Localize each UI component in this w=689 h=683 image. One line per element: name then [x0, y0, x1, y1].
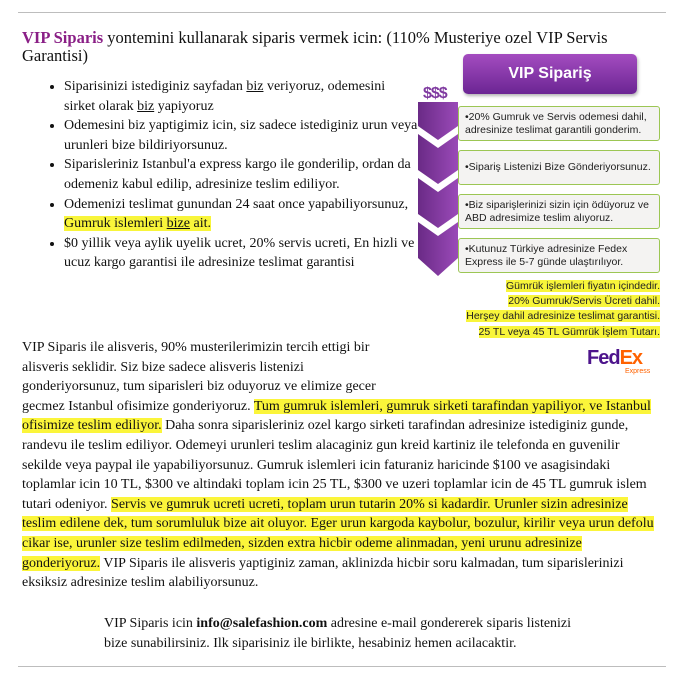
customs-note	[420, 279, 660, 340]
bottom-divider	[18, 666, 666, 667]
list-text: ait.	[189, 216, 211, 232]
process-step-4: •Kutunuz Türkiye adresinize Fedex Express ile 5-7 günde ulaştırılıyor.	[458, 238, 660, 273]
top-divider	[18, 12, 666, 13]
highlighted-text: Servis ve gumruk ucreti ucreti, toplam urun tutarin 20% si kadardir. Urunler sizin adresinize teslim edilene dek, tum sorumluluk bize ait oluyor. Eger urun kargoda kaybolur, bozulur, kirilir veya urun defolu cikar ise, urunler size teslim edilmeden, sizden extra hicbir odeme alinmadan, yeni urunu adresinize gonderiyoruz.	[22, 496, 654, 571]
paragraph-text: VIP Siparis ile alisveris yaptiginiz zaman, aklinizda hicbir soru kalmadan, tum siparislerinizi eksiksiz adresinize teslim alabiliyorsunuz.	[22, 555, 624, 591]
list-text: Gumruk islemleri	[64, 216, 167, 232]
list-item	[64, 116, 419, 155]
list-text: veriyoruz, odemesini sirket olarak	[64, 79, 386, 114]
list-text: Odemenizi teslimat gunundan 24 saat once yapabiliyorsunuz,	[64, 196, 409, 212]
list-text: $0 yillik veya aylik uyelik ucret, 20% servis ucreti, En hizli ve ucuz kargo garantisi ile adresinize teslimat garantisi	[64, 235, 415, 271]
contact-text: VIP Siparis icin	[104, 616, 197, 631]
note-line: Herşey dahil adresinize teslimat garantisi.	[466, 310, 660, 323]
underlined-word: biz	[137, 98, 155, 114]
vip-siparis-banner: VIP Sipariş	[463, 54, 637, 94]
process-step-1: •20% Gumruk ve Servis odemesi dahil, adresinize teslimat garantili gonderim.	[458, 106, 660, 141]
feature-list	[44, 77, 419, 273]
list-item	[64, 155, 419, 194]
note-line: 25 TL veya 45 TL Gümrük İşlem Tutarı.	[478, 325, 660, 338]
list-item	[64, 195, 419, 234]
fedex-logo-fed: Fed	[587, 347, 620, 369]
fedex-express-label: Express	[625, 368, 651, 375]
underlined-word: biz	[246, 79, 264, 94]
note-line: 20% Gumruk/Servis Ücreti dahil.	[508, 295, 660, 308]
note-line: Gümrük işlemleri fiyatın içindedir.	[505, 280, 660, 292]
paragraph-text: Daha sonra siparisleriniz ozel kargo sirketi tarafindan adresinize istediginiz gunde, randevu ile teslim ediliyor. Odemeyi urunleri teslim alacaginiz gun kreid kartiniz ile telefonda en guvenilir sekilde veya paypal ile yapabiliyorsunuz. Gumruk islemleri icin faturaniz haricinde $100 ve asagisindaki toplamlar icin 10 TL, $300 ve altindaki toplam icin 25 TL, $300 ve uzeri toplamlar icin de 45 TL gumruk islem tutari odeniyor.	[22, 418, 647, 512]
body-paragraph	[22, 338, 662, 593]
dollar-signs: $$$	[423, 85, 447, 102]
highlighted-text	[64, 216, 211, 231]
list-item	[64, 234, 419, 273]
list-text: Siparisleriniz Istanbul'a express kargo ile gonderilip, ordan da odemeniz kabul edilip, adresinize teslim ediliyor.	[64, 157, 411, 192]
list-text: Siparisinizi istediginiz sayfadan	[64, 79, 247, 94]
paragraph-text: gecmez Istanbul ofisimize gonderiyoruz.	[22, 398, 254, 414]
underlined-word: bize	[166, 216, 190, 232]
list-text: yapiyoruz	[154, 98, 214, 114]
heading-text: yontemini kullanarak siparis vermek icin: (110% Musteriye ozel VIP Servis Garantisi)	[22, 28, 608, 65]
contact-paragraph	[104, 614, 584, 654]
list-item	[64, 77, 419, 116]
process-step-2: •Sipariş Listenizi Bize Gönderiyorsunuz.	[458, 150, 660, 185]
list-text: Odemesini biz yaptigimiz icin, siz sadece istediginiz urun veya urunleri bize bildiriyorsunuz.	[64, 118, 418, 153]
process-chevron-icon	[416, 100, 460, 290]
contact-text: adresine e-mail gondererek siparis listenizi bize sunabilirsiniz. Ilk siparisiniz ile birlikte, hesabiniz hemen acilacaktir.	[104, 616, 572, 651]
brand-name: VIP Siparis	[22, 28, 104, 47]
paragraph-text: VIP Siparis ile alisveris, 90% musterilerimizin tercih ettigi bir alisveris seklidir. Siz bize sadece alisveris listenizi gonderiyorsunuz, tum siparisleri biz oduyoruz ve elimize gecer	[22, 340, 376, 395]
fedex-logo-ex: Ex	[619, 347, 643, 369]
highlighted-text: Tum gumruk islemleri, gumruk sirketi tarafindan yapiliyor, ve Istanbul ofisimize teslim ediliyor.	[22, 398, 651, 434]
process-step-3: •Biz siparişlerinizi sizin için ödüyoruz ve ABD adresimize teslim alıyoruz.	[458, 194, 660, 229]
email-address[interactable]: info@salefashion.com	[196, 616, 328, 631]
